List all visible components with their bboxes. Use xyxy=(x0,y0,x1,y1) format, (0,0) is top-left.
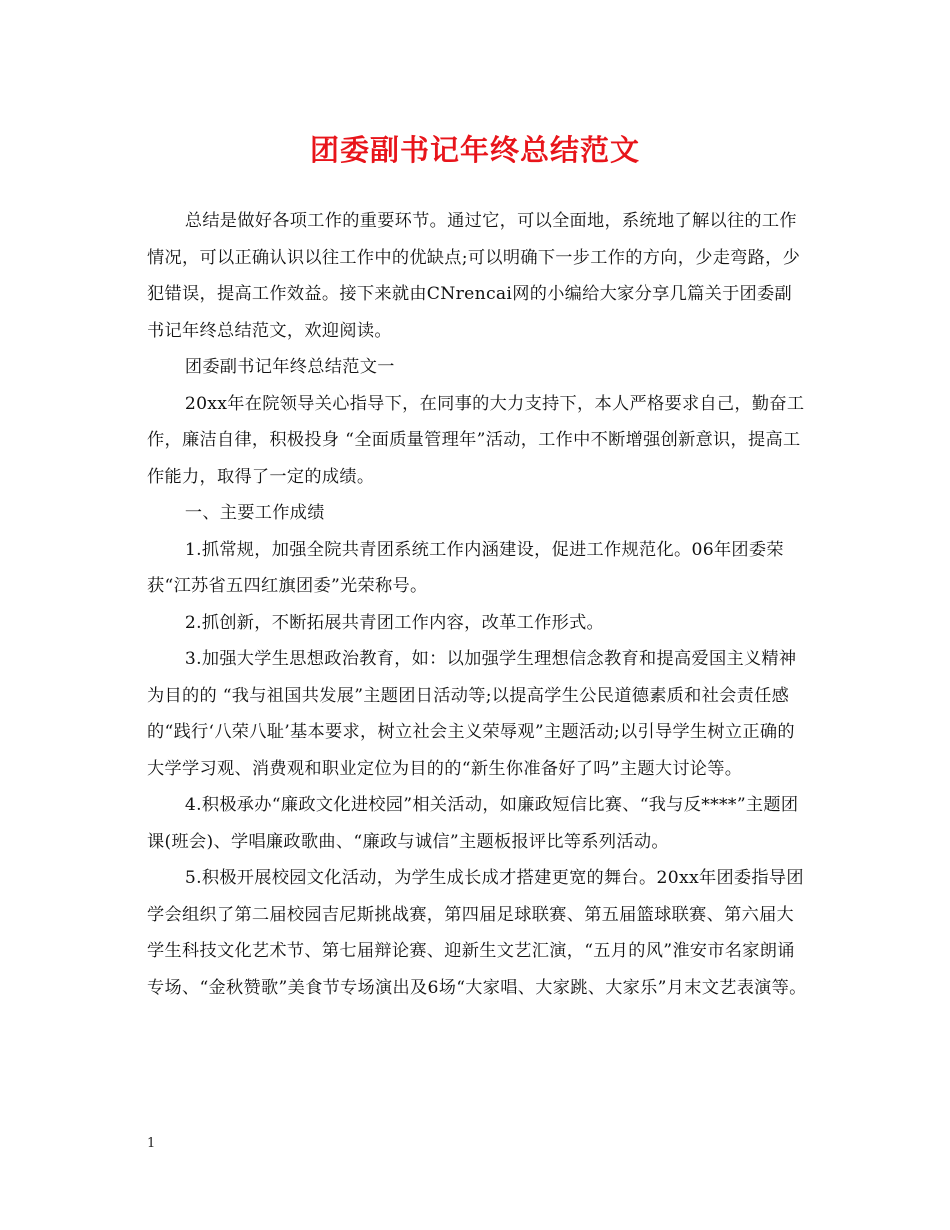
section-heading: 团委副书记年终总结范文一 xyxy=(184,357,395,377)
list-item: 5.积极开展校园文化活动，为学生成长成才搭建更宽的舞台。20xx年团委指导团学会组织了第二届校园吉尼斯挑战赛，第四届足球联赛、第五届篮球联赛、第六届大学生科技文化艺术节、第七届辩论赛、迎新生文艺汇演，“五月的风”淮安市名家朗诵专场、“金秋赞歌”美食节专场演出及6场“大家唱、大家跳、大家乐”月末文艺表演等。 xyxy=(147,868,807,998)
document-title: 团委副书记年终总结范文 xyxy=(309,133,640,167)
list-item: 2.抓创新，不断拓展共青团工作内容，改革工作形式。 xyxy=(184,612,605,633)
body-paragraph: 20xx年在院领导关心指导下，在同事的大力支持下，本人严格要求自己，勤奋工作，廉洁自律，积极投身 “全面质量管理年”活动，工作中不断增强创新意识，提高工作能力，取得了一定的成绩。 xyxy=(147,393,805,487)
list-item: 4.积极承办“廉政文化进校园”相关活动，如廉政短信比赛、“我与反****”主题团课(班会)、学唱廉政歌曲、“廉政与诚信”主题板报评比等系列活动。 xyxy=(147,795,799,852)
document-body xyxy=(147,203,807,1006)
intro-paragraph: 总结是做好各项工作的重要环节。通过它，可以全面地，系统地了解以往的工作情况，可以正确认识以往工作中的优缺点;可以明确下一步工作的方向，少走弯路，少犯错误，提高工作效益。接下来就由CNrencai网的小编给大家分享几篇关于团委副书记年终总结范文，欢迎阅读。 xyxy=(147,211,801,341)
list-item: 1.抓常规，加强全院共青团系统工作内涵建设，促进工作规范化。06年团委荣获“江苏省五四红旗团委”光荣称号。 xyxy=(147,539,784,596)
subsection-heading: 一、主要工作成绩 xyxy=(184,503,325,523)
page-number: 1 xyxy=(147,1136,156,1151)
list-item: 3.加强大学生思想政治教育，如：以加强学生理想信念教育和提高爱国主义精神为目的的 “我与祖国共发展”主题团日活动等;以提高学生公民道德素质和社会责任感的“践行‘八荣八耻’基本要求，树立社会主义荣辱观”主题活动;以引导学生树立正确的大学学习观、消费观和职业定位为目的的“新生你准备好了吗”主题大讨论等。 xyxy=(147,649,797,779)
